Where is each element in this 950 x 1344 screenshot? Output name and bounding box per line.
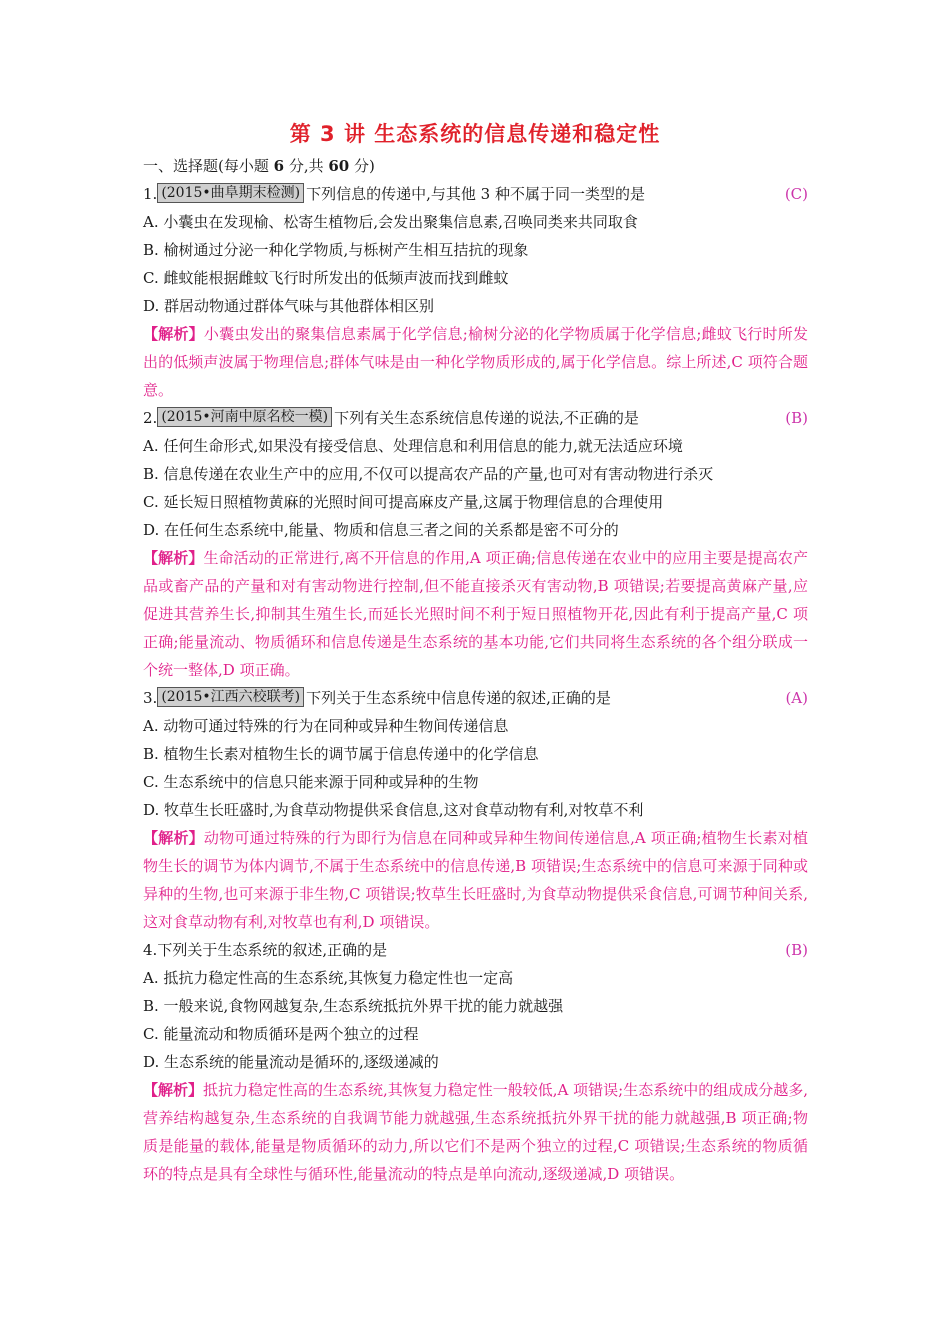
option-c: C. 能量流动和物质循环是两个独立的过程	[143, 1025, 419, 1043]
option-a: A. 小囊虫在发现榆、松寄生植物后,会发出聚集信息素,召唤同类来共同取食	[143, 213, 638, 231]
analysis-block	[143, 824, 808, 936]
analysis-block	[143, 544, 808, 684]
analysis-tag: 【解析】	[143, 549, 204, 567]
section-score-total: 60	[328, 157, 350, 175]
section-heading	[143, 152, 808, 180]
option-c: C. 雌蚊能根据雌蚊飞行时所发出的低频声波而找到雌蚊	[143, 269, 509, 287]
question-text: 下列关于生态系统的叙述,正确的是	[157, 941, 388, 959]
option-a: A. 抵抗力稳定性高的生态系统,其恢复力稳定性也一定高	[143, 969, 514, 987]
option-c: C. 延长短日照植物黄麻的光照时间可提高麻皮产量,这属于物理信息的合理使用	[143, 493, 664, 511]
analysis-text: 抵抗力稳定性高的生态系统,其恢复力稳定性一般较低,A 项错误;生态系统中的组成成分越多,营养结构越复杂,生态系统的自我调节能力就越强,生态系统抵抗外界干扰的能力就越强,B 项正确;物质是能量的载体,能量是物质循环的动力,所以它们不是两个独立的过程,C 项错误;生态系统的物质循环的特点是具有全球性与循环性,能量流动的特点是单向流动,逐级递减,D 项错误。	[143, 1081, 808, 1183]
analysis-text: 生命活动的正常进行,离不开信息的作用,A 项正确;信息传递在农业中的应用主要是提高农产品或畜产品的产量和对有害动物进行控制,但不能直接杀灭有害动物,B 项错误;若要提高黄麻产量,应促进其营养生长,抑制其生殖生长,而延长光照时间不利于短日照植物开花,因此有利于提高产量,C 项正确;能量流动、物质循环和信息传递是生态系统的基本功能,它们共同将生态系统的各个组分联成一个统一整体,D 项正确。	[143, 549, 808, 679]
option-b: B. 一般来说,食物网越复杂,生态系统抵抗外界干扰的能力就越强	[143, 997, 564, 1015]
option-d: D. 群居动物通过群体气味与其他群体相区别	[143, 297, 435, 315]
section-mid: 分,共	[284, 157, 329, 175]
question-stem	[143, 404, 808, 432]
option-d: D. 在任何生态系统中,能量、物质和信息三者之间的关系都是密不可分的	[143, 521, 619, 539]
question-source-badge: (2015•曲阜期末检测)	[157, 183, 304, 203]
question-2	[143, 404, 808, 684]
option-a: A. 任何生命形式,如果没有接受信息、处理信息和利用信息的能力,就无法适应环境	[143, 437, 683, 455]
question-answer: (A)	[785, 689, 808, 707]
analysis-text: 小囊虫发出的聚集信息素属于化学信息;榆树分泌的化学物质属于化学信息;雌蚊飞行时所发出的低频声波属于物理信息;群体气味是由一种化学物质形成的,属于化学信息。综上所述,C 项符合题意。	[143, 325, 808, 399]
option-d: D. 牧草生长旺盛时,为食草动物提供采食信息,这对食草动物有利,对牧草不利	[143, 801, 644, 819]
option-b: B. 榆树通过分泌一种化学物质,与栎树产生相互拮抗的现象	[143, 241, 529, 259]
question-answer: (C)	[784, 185, 808, 203]
option-b: B. 植物生长素对植物生长的调节属于信息传递中的化学信息	[143, 745, 539, 763]
question-stem	[143, 180, 808, 208]
page-title: 第 3 讲 生态系统的信息传递和稳定性	[289, 122, 661, 146]
question-source-badge: (2015•河南中原名校一模)	[157, 407, 332, 427]
section-suffix: 分)	[349, 157, 375, 175]
question-answer: (B)	[785, 941, 808, 959]
option-d: D. 生态系统的能量流动是循环的,逐级递减的	[143, 1053, 439, 1071]
question-stem	[143, 684, 808, 712]
option-a: A. 动物可通过特殊的行为在同种或异种生物间传递信息	[143, 717, 509, 735]
document-content	[143, 152, 808, 1188]
question-stem	[143, 936, 808, 964]
question-text: 下列信息的传递中,与其他 3 种不属于同一类型的是	[306, 185, 645, 203]
question-answer: (B)	[785, 409, 808, 427]
question-3	[143, 684, 808, 936]
question-4	[143, 936, 808, 1188]
analysis-tag: 【解析】	[143, 829, 204, 847]
option-b: B. 信息传递在农业生产中的应用,不仅可以提高农产品的产量,也可对有害动物进行杀灭	[143, 465, 714, 483]
question-1	[143, 180, 808, 404]
section-score-each: 6	[273, 157, 285, 175]
option-c: C. 生态系统中的信息只能来源于同种或异种的生物	[143, 773, 479, 791]
question-number: 2.	[143, 409, 158, 427]
analysis-block	[143, 1076, 808, 1188]
question-text: 下列关于生态系统中信息传递的叙述,正确的是	[306, 689, 611, 707]
question-number: 3.	[143, 689, 158, 707]
question-source-badge: (2015•江西六校联考)	[157, 687, 304, 707]
analysis-tag: 【解析】	[143, 325, 204, 343]
question-number: 4.	[143, 941, 158, 959]
section-prefix: 一、选择题(每小题	[143, 157, 274, 175]
analysis-block	[143, 320, 808, 404]
question-number: 1.	[143, 185, 158, 203]
analysis-tag: 【解析】	[143, 1081, 204, 1099]
question-text: 下列有关生态系统信息传递的说法,不正确的是	[334, 409, 639, 427]
analysis-text: 动物可通过特殊的行为即行为信息在同种或异种生物间传递信息,A 项正确;植物生长素对植物生长的调节为体内调节,不属于生态系统中的信息传递,B 项错误;生态系统中的信息可来源于同种或异种的生物,也可来源于非生物,C 项错误;牧草生长旺盛时,为食草动物提供采食信息,可调节种间关系,这对食草动物有利,对牧草也有利,D 项错误。	[143, 829, 808, 931]
